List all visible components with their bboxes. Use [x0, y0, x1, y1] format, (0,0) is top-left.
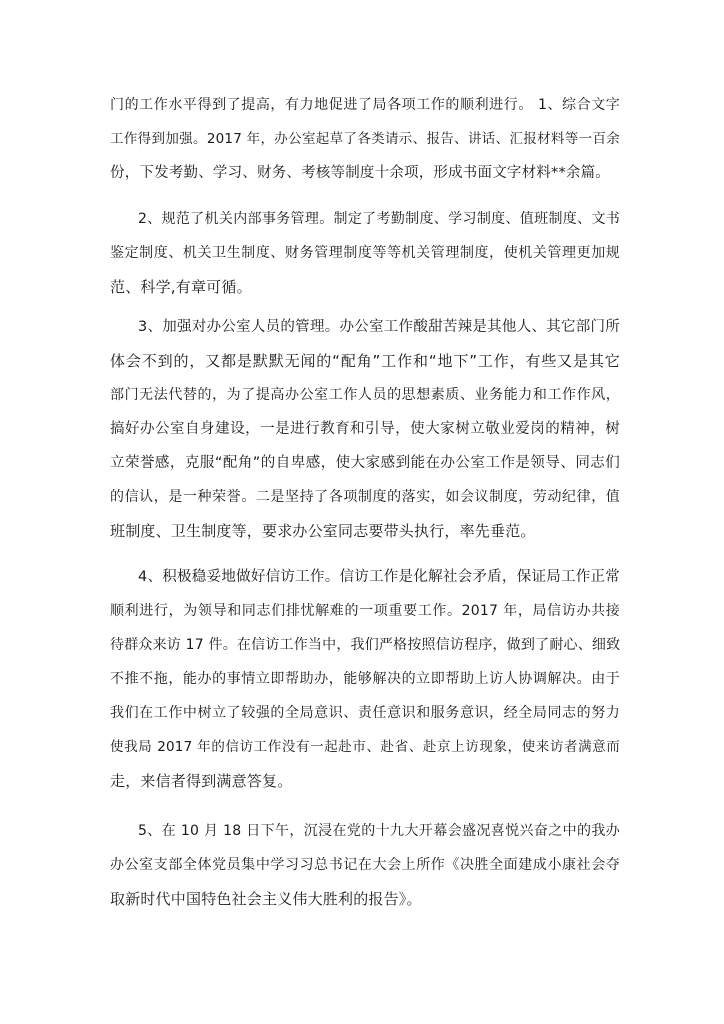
- text-line: 走，来信者得到满意答复。: [110, 772, 293, 790]
- text-line: 鉴定制度、机关卫生制度、财务管理制度等等机关管理制度，使机关管理更加规: [110, 245, 620, 261]
- text-line: 部门无法代替的，为了提高办公室工作人员的思想素质、业务能力和工作作风，: [110, 387, 620, 403]
- paragraph-3: [110, 310, 620, 548]
- text-line: 份，下发考勤、学习、财务、考核等制度十余项，形成书面文字材料**余篇。: [110, 165, 610, 181]
- text-line: 不推不拖，能办的事情立即帮助办，能够解决的立即帮助上访人协调解决。由于: [110, 671, 620, 687]
- text-line: 范、科学,有章可循。: [110, 278, 252, 296]
- text-line: 4、积极稳妥地做好信访工作。信访工作是化解社会矛盾，保证局工作正常: [138, 569, 620, 585]
- text-line: 办公室支部全体党员集中学习习总书记在大会上所作《决胜全面建成小康社会夺: [110, 857, 620, 873]
- paragraph-4: [110, 560, 620, 798]
- text-line: 2、规范了机关内部事务管理。制定了考勤制度、学习制度、值班制度、文书: [138, 211, 620, 227]
- paragraph-2: [110, 202, 620, 304]
- text-line: 5、在 10 月 18 日下午，沉浸在党的十九大开幕会盛况喜悦兴奋之中的我办: [138, 823, 620, 839]
- text-line: 搞好办公室自身建设，一是进行教育和引导，使大家树立敬业爱岗的精神，树: [110, 421, 620, 437]
- text-line: 取新时代中国特色社会主义伟大胜利的报告》。: [110, 890, 422, 908]
- text-line: 3、加强对办公室人员的管理。办公室工作酸甜苦辣是其他人、其它部门所: [138, 319, 620, 335]
- text-line: 班制度、卫生制度等，要求办公室同志要带头执行，率先垂范。: [110, 522, 536, 540]
- text-line: 立荣誉感，克服“配角”的自卑感，使大家感到能在办公室工作是领导、同志们: [110, 455, 620, 471]
- text-line: 顺利进行，为领导和同志们排忧解难的一项重要工作。2017 年，局信访办共接: [110, 603, 620, 619]
- text-line: 使我局 2017 年的信访工作没有一起赴市、赴省、赴京上访现象，使来访者满意而: [110, 739, 620, 755]
- text-line: 门的工作水平得到了提高，有力地促进了局各项工作的顺利进行。 1、综合文字: [110, 97, 620, 113]
- text-line: 我们在工作中树立了较强的全局意识、责任意识和服务意识，经全局同志的努力: [110, 705, 620, 721]
- text-line: 工作得到加强。2017 年，办公室起草了各类请示、报告、讲话、汇报材料等一百余: [110, 131, 620, 147]
- paragraph-5: [110, 814, 620, 916]
- text-line: 体会不到的，又都是默默无闻的“配角”工作和“地下”工作，有些又是其它: [110, 352, 620, 370]
- text-line: 待群众来访 17 件。在信访工作当中，我们严格按照信访程序，做到了耐心、细致: [110, 637, 621, 653]
- paragraph-1: [110, 88, 620, 190]
- text-line: 的信认，是一种荣誉。二是坚持了各项制度的落实，如会议制度，劳动纪律，值: [110, 489, 620, 505]
